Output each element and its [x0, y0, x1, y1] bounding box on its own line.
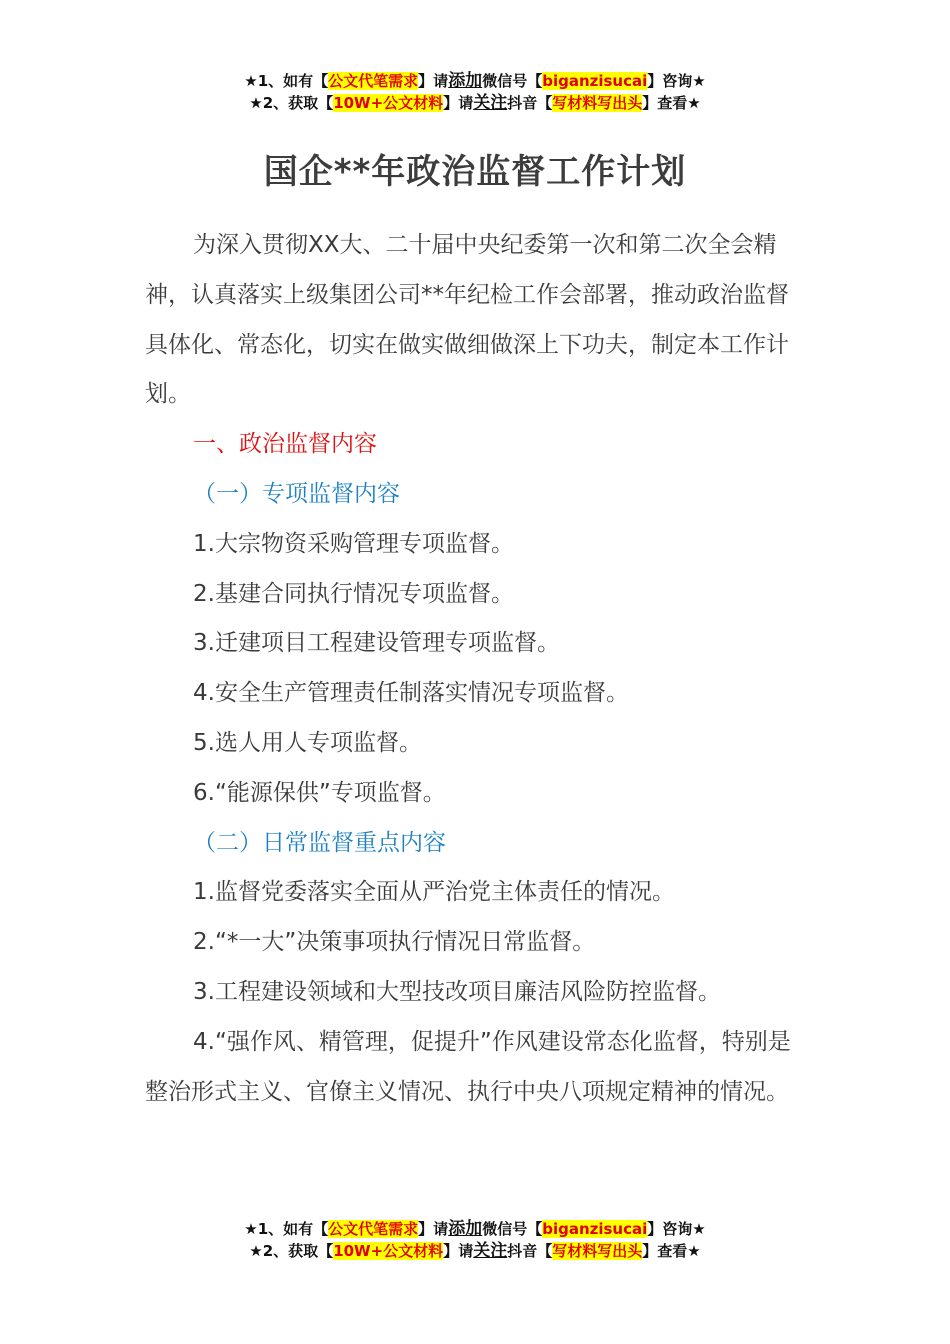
- footer-notice-line-2: ★2、获取【10W+公文材料】请关注抖音【写材料写出头】查看★: [249, 1241, 701, 1261]
- list-item: 2.“*一大”决策事项执行情况日常监督。: [193, 929, 596, 956]
- list-item: 6.“能源保供”专项监督。: [193, 779, 446, 806]
- highlight-wechat-id: biganzisucai: [542, 1220, 648, 1238]
- highlight-materials: 10W+公文材料: [333, 94, 444, 112]
- list-item: 3.工程建设领域和大型技改项目廉洁风险防控监督。: [193, 978, 721, 1005]
- footer-notice: [0, 1218, 950, 1262]
- highlight-service: 公文代笔需求: [328, 1220, 419, 1238]
- header-notice-line-1: ★1、如有【公文代笔需求】请添加微信号【biganzisucai】咨询★: [244, 71, 706, 91]
- list-item: 5.选人用人专项监督。: [193, 729, 422, 756]
- subsection-heading-1: （一）专项监督内容: [193, 480, 400, 507]
- list-item: 3.迁建项目工程建设管理专项监督。: [193, 630, 560, 657]
- list-item: 4.安全生产管理责任制落实情况专项监督。: [193, 680, 629, 707]
- highlight-service: 公文代笔需求: [328, 72, 419, 90]
- highlight-douyin: 写材料写出头: [552, 1242, 643, 1260]
- document-body: [145, 221, 805, 1117]
- document-title: 国企**年政治监督工作计划: [263, 152, 687, 192]
- list-item: 1.监督党委落实全面从严治党主体责任的情况。: [193, 879, 675, 906]
- highlight-wechat-id: biganzisucai: [542, 72, 648, 90]
- list-item: 1.大宗物资采购管理专项监督。: [193, 530, 514, 557]
- intro-paragraph: 为深入贯彻XX大、二十届中央纪委第一次和第二次全会精神，认真落实上级集团公司**年纪检工作会部署，推动政治监督具体化、常态化，切实在做实做细做深上下功夫，制定本工作计划。: [145, 232, 789, 408]
- list-item: 4.“强作风、精管理，促提升”作风建设常态化监督，特别是整治形式主义、官僚主义情况、执行中央八项规定精神的情况。: [145, 1028, 791, 1105]
- highlight-materials: 10W+公文材料: [333, 1242, 444, 1260]
- highlight-douyin: 写材料写出头: [552, 94, 643, 112]
- section-heading-1: 一、政治监督内容: [193, 431, 377, 458]
- subsection-heading-2: （二）日常监督重点内容: [193, 829, 446, 856]
- header-notice: [0, 70, 950, 114]
- footer-notice-line-1: ★1、如有【公文代笔需求】请添加微信号【biganzisucai】咨询★: [244, 1219, 706, 1239]
- list-item: 2.基建合同执行情况专项监督。: [193, 580, 514, 607]
- header-notice-line-2: ★2、获取【10W+公文材料】请关注抖音【写材料写出头】查看★: [249, 93, 701, 113]
